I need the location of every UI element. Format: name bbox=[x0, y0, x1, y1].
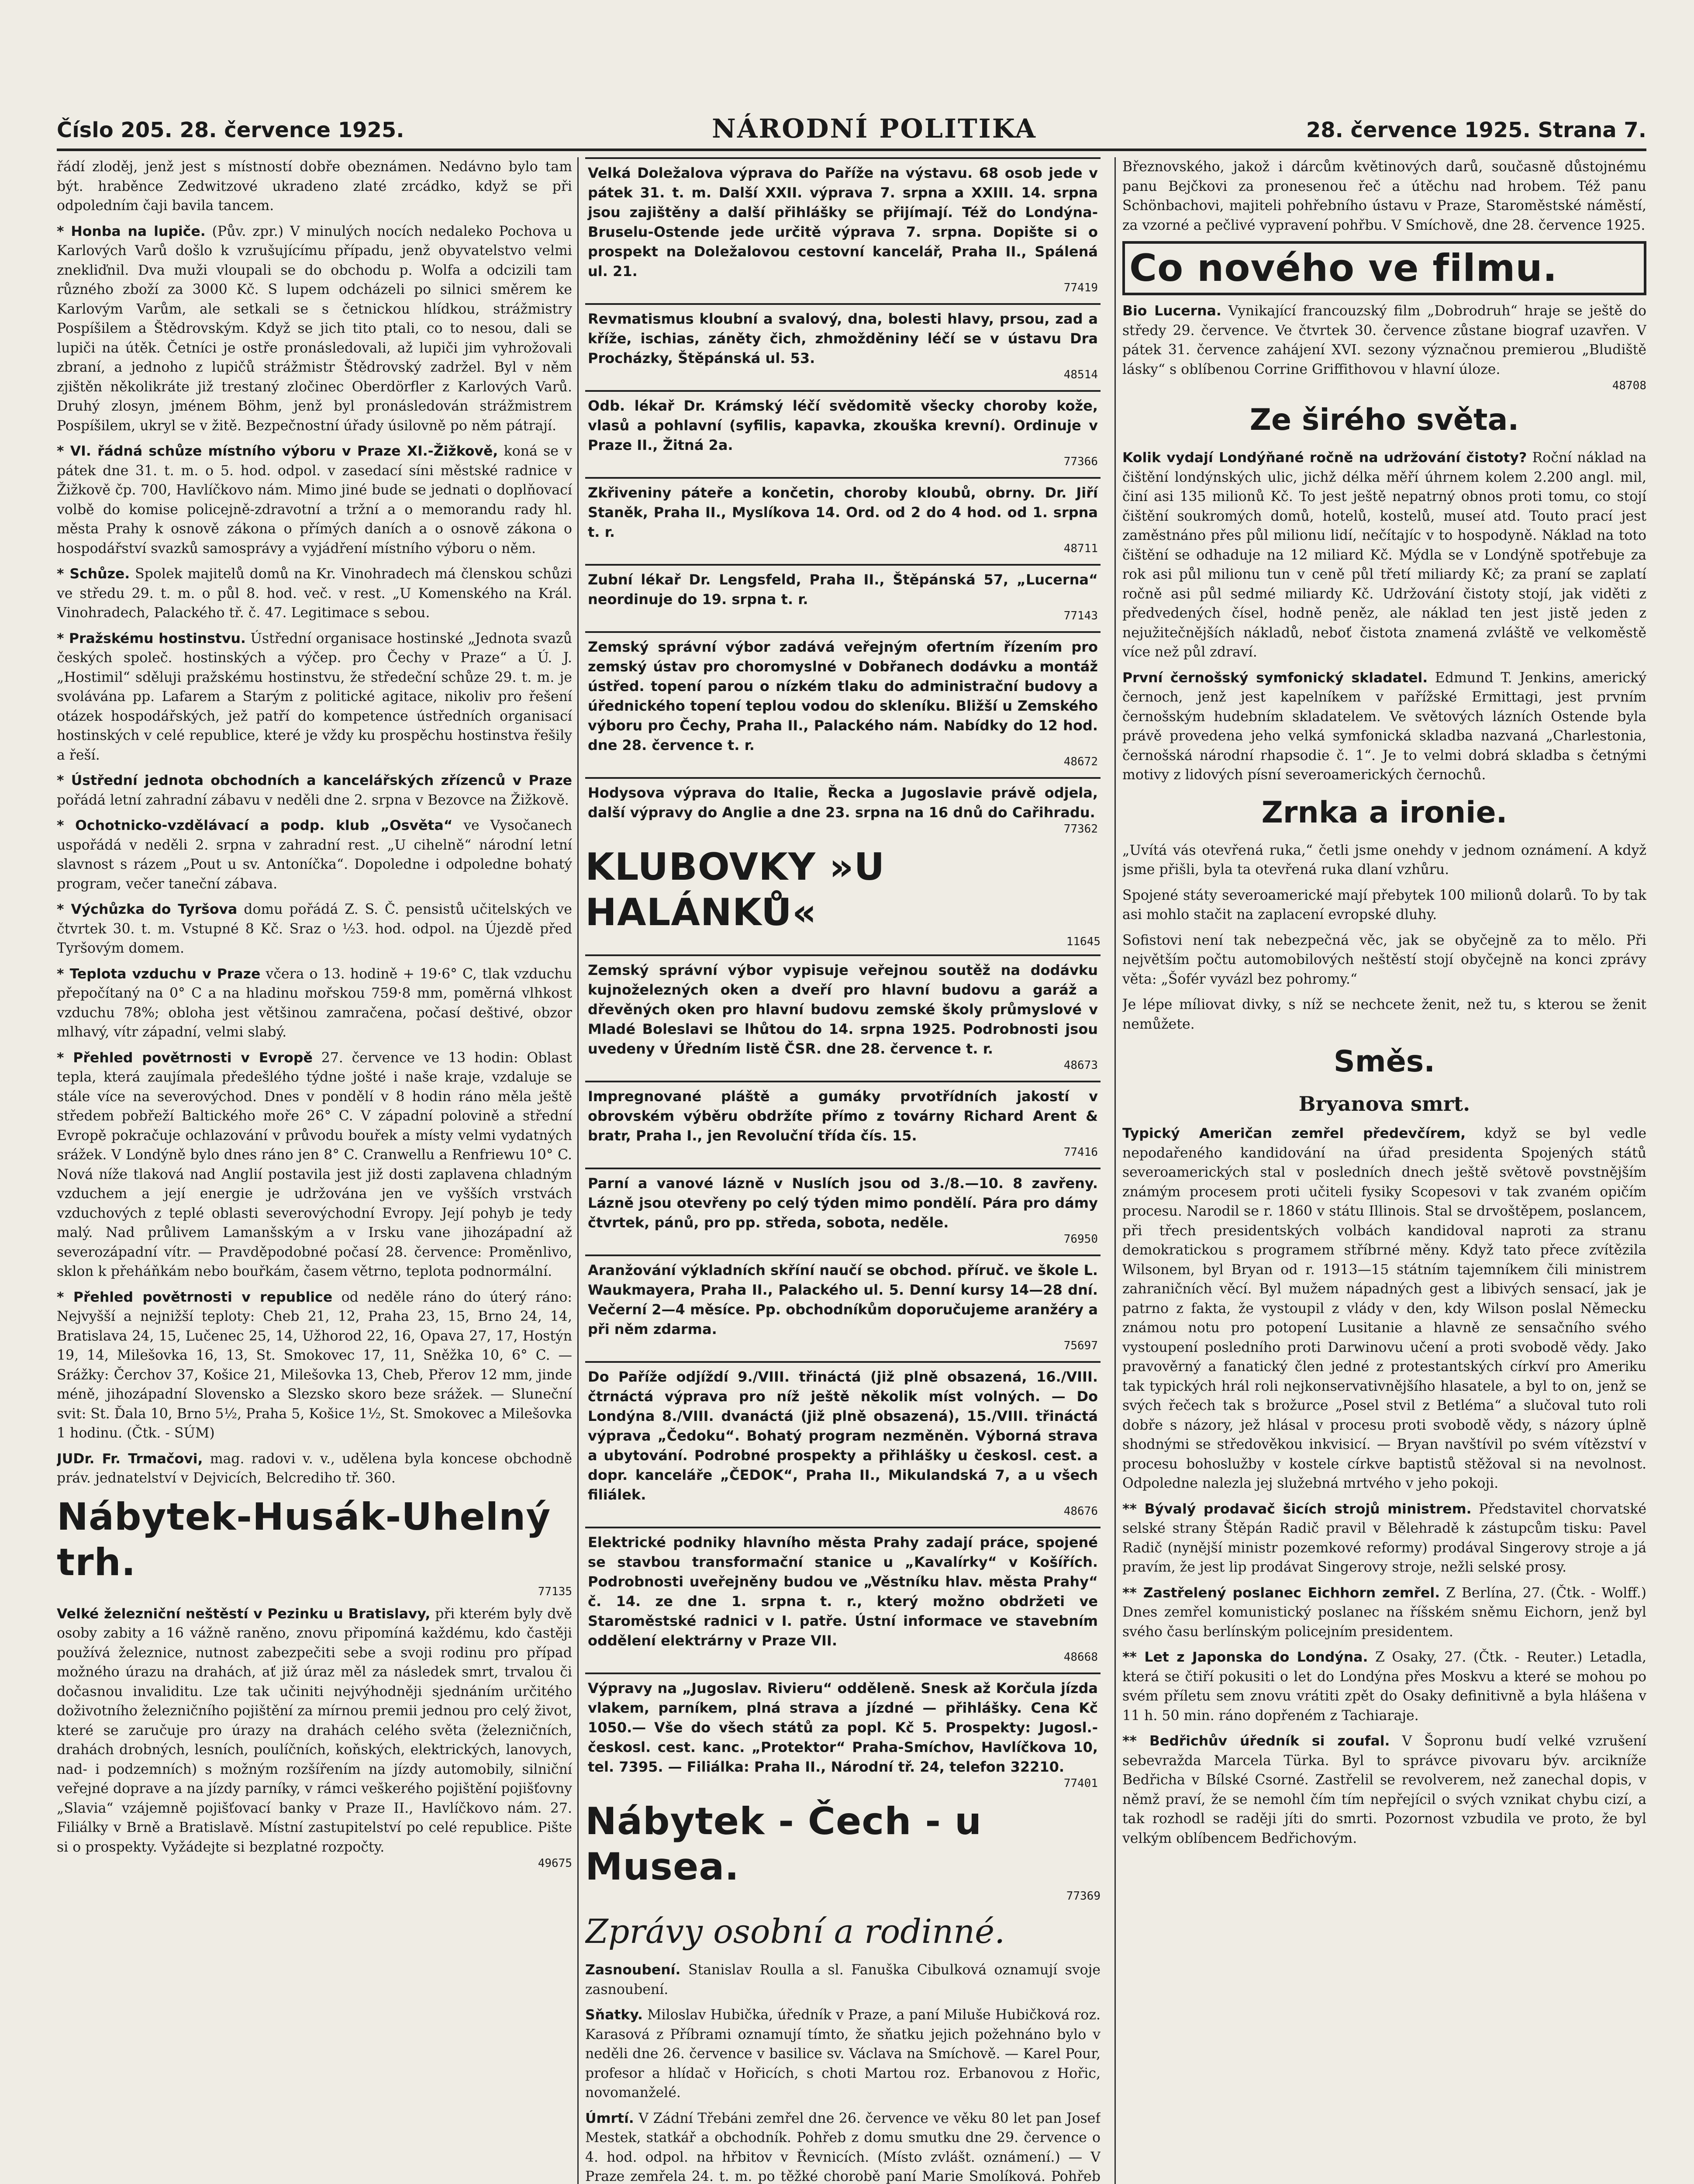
news-item bbox=[57, 1288, 572, 1443]
advertisement bbox=[585, 1527, 1101, 1666]
news-item bbox=[57, 964, 572, 1042]
news-item bbox=[585, 1960, 1101, 1999]
news-body: pořádá letní zahradní zábavu v neděli dne 2. srpna v Bezovce na Žižkově. bbox=[57, 792, 569, 808]
news-paragraph bbox=[1122, 157, 1646, 235]
news-paragraph bbox=[57, 964, 572, 1042]
news-headline: ** Bedřichův úředník si zoufal. bbox=[1122, 1733, 1390, 1749]
ad-number: 77419 bbox=[1063, 281, 1098, 294]
news-body: Spolek majitelů domů na Kr. Vinohradech má členskou schůzi ve středu 29. t. m. o půl 8. hod. več. v rest. „U Komenského na Král. Vinohradech, Palackého tř. č. 47. Legitimace s sebou. bbox=[57, 566, 572, 621]
news-paragraph bbox=[1122, 1648, 1646, 1725]
advertisement bbox=[585, 1081, 1101, 1161]
news-body: Ústřední organisace hostinské „Jednota svazů českých společ. hostinských a výčep. pro Čechy v Praze“ a Ú. J. „Hostimil“ sděluji pražskému hostinstvu, že středeční schůze 29. t. m. je svolávána pp. Lafarem a Starým z politické agitace, nikoliv pro řešení otázek hospodářských, jež patří do kompetence ústředních organisací hostinských v celé republice, které je vždy ku prospěchu hostinstva řešily a řeší. bbox=[57, 630, 572, 763]
news-headline: Sňatky. bbox=[585, 2007, 643, 2023]
news-body: při kterém byly dvě osoby zabity a 16 vážně raněno, znovu připomíná každému, kdo častěji používá železnice, nutnost zabezpečiti sebe a svoji rodinu pro případ možného úrazu na drahách, ať již úraz měl za následek smrt, trvalou či dočasnou invaliditu. Lze tak učiniti nejvýhodněji sjednáním určitého doživotního železničního pojištění za mírnou premii jednou pro celý život, které se zaručuje pro úrazy na drahách celého světa (železničních, drahách drobných, lesních, poulíčních, koňských, elektrických, lanovych, nad- i podzemních) s možným rozšířením na jízdy automobily, silniční veřejné doprave a na jízdy parníky, v rámci veškerého pojištění pojišťovny „Slavia“ vzájemně pojišťovací banky v Praze II., Havlíčkovo nám. 27. Filiálky v Brně a Bratislavě. Místní zastupitelství po celé republice. Pište si o prospekty. Vyžádejte si bezplatné rozpočty. bbox=[57, 1606, 572, 1855]
news-headline: * Přehled povětrnosti v republice bbox=[57, 1289, 333, 1305]
news-item bbox=[585, 2005, 1101, 2103]
news-body: Březnovského, jakož i dárcům květinových darů, současně důstojnému panu Bejčkovi za pronesenou řeč a útěchu nad hrobem. Též panu Schönbachovi, majiteli pohřebního ústavu v Praze, Staroměstské náměstí, za vzorné a pečlivé vypravení pohřbu. V Smíchově, dne 28. července 1925. bbox=[1122, 159, 1646, 233]
ad-number: 77366 bbox=[1063, 455, 1098, 468]
news-headline: * Schůze. bbox=[57, 566, 130, 582]
ad-number: 76950 bbox=[1063, 1233, 1098, 1246]
column-rule bbox=[577, 157, 579, 2184]
news-paragraph bbox=[57, 771, 572, 810]
ad-text: Elektrické podniky hlavního města Prahy zadají práce, spojené se stavbou transformační stanice u „Kavalírky“ v Košířích. Podrobnosti uveřejněny budou ve „Věstníku hlav. města Prahy“ č. 14. ze dne 1. srpna t. r., který možno obdržeti ve Staroměstské radnici v I. patře. Ústní informace ve stavebním oddělení elektrárny v Praze VII. bbox=[588, 1534, 1098, 1649]
news-paragraph bbox=[1122, 301, 1646, 379]
news-paragraph bbox=[57, 900, 572, 958]
news-headline: Zasnoubení. bbox=[585, 1962, 681, 1978]
news-body: domu pořádá Z. S. Č. pensistů učitelských ve čtvrtek 30. t. m. Vstupné 8 Kč. Sraz o ½3. hod. odpol. na Újezdě před Tyršovým domem. bbox=[57, 902, 572, 956]
heading-text: Nábytek-Husák-Uhelný trh. bbox=[57, 1495, 551, 1584]
ad-text: Do Paříže odjíždí 9./VIII. třináctá (již plně obsazená, 16./VIII. čtrnáctá výprava pro níž ještě několik míst volných. — Do Londýna 8./VIII. dvanáctá (již plně obsazená), 15./VIII. třináctá výprava „Čedoku“. Bohatý program nezměněn. Výborná strava a ubytování. Podrobné prospekty a přihlášky u českosl. cest. a dopr. kanceláře „ČEDOK“, Praha II., Mikulandská 7, a u všech filiálek. bbox=[588, 1368, 1098, 1503]
ad-text: Zemský správní výbor vypisuje veřejnou soutěž na dodávku kujnoželezných oken a dveří pro hlavní budovu a garáž a dřevěných oken pro hlavní budovu zemské školy průmyslové v Mladé Boleslavi se lhůtou do 14. srpna 1925. Podrobnosti jsou uvedeny v Úředním listě ČSR. dne 28. července t. r. bbox=[588, 962, 1098, 1057]
news-body: Roční náklad na čištění londýnských ulic, jichž délka měří úhrnem kolem 2.200 angl. mil, činí asi 135 milionů Kč. To jest ještě nepatrný obnos proti tomu, co stojí čištění soukromých domů, hotelů, kostelů, museí atd. Touto prací jest zaměstnáno přes půl milionu lidí, nečítajíc v to hospodyně. Náklad na toto čištění se odhaduje na 12 miliard Kč. Mýdla se v Londýně spotřebuje za rok asi půl milionu tun v ceně půl třetí miliardy Kč; za praní se zaplatí ročně asi půl sedmé miliardy Kč. Udržování čistoty stojí, jak viděti z předvedených čísel, hodně peněz, ale náklad ten jest jistě jeden z nejužitečnějších nákladů, neboť čistota znamená zvláště ve velkoměstě více než půl zdraví. bbox=[1122, 450, 1646, 660]
ad-number: 48708 bbox=[1612, 379, 1646, 392]
article-subtitle bbox=[1122, 1090, 1646, 1118]
section-heading bbox=[57, 1494, 572, 1598]
section-title-text: Zprávy osobní a rodinné. bbox=[585, 1912, 1005, 1951]
ad-text: Aranžování výkladních skříní naučí se obchod. příruč. ve škole L. Waukmayera, Praha II., Palackého ul. 5. Denní kursy 14—28 dní. Večerní 2—4 měsíce. Pp. obchodníkům doporučujeme aranžéry a při něm zdarma. bbox=[588, 1262, 1098, 1337]
news-paragraph bbox=[1122, 1583, 1646, 1642]
news-headline: JUDr. Fr. Trmačovi, bbox=[57, 1451, 203, 1467]
news-item bbox=[57, 222, 572, 436]
news-paragraph bbox=[1122, 841, 1646, 880]
news-headline: ** Let z Japonska do Londýna. bbox=[1122, 1649, 1368, 1665]
news-headline: Kolik vydají Londýňané ročně na udržování čistoty? bbox=[1122, 450, 1527, 466]
column-3 bbox=[1122, 157, 1646, 2184]
news-item bbox=[1122, 157, 1646, 235]
news-item bbox=[585, 2109, 1101, 2184]
news-paragraph bbox=[57, 157, 572, 216]
ad-number: 77369 bbox=[1066, 1890, 1101, 1903]
news-item bbox=[1122, 668, 1646, 785]
news-item bbox=[57, 564, 572, 623]
news-item bbox=[57, 157, 572, 216]
ad-text: Výpravy na „Jugoslav. Rivieru“ odděleně. Snesk až Korčula jízda vlakem, parníkem, plná strava a jízdné — přihlášky. Cena Kč 1050.— Vše do všech států za popl. Kč 5. Prospekty: Jugosl.-českosl. cest. kanc. „Protektor“ Praha-Smíchov, Havlíčkova 10, tel. 7395. — Filiálka: Praha II., Národní tř. 24, telefon 32210. bbox=[588, 1680, 1098, 1775]
news-body: Edmund T. Jenkins, americký černoch, jenž jest kapelníkem v pařížské Ermittagi, jest prvním černošským hudebním skladatelem. Ve světových lázních Ostende byla právě provedena jeho velká symfonická skladba nazvaná „Charlestonia, černošská národní rhapsodie č. 1“. Je to velmi dobrá skladba s četnými motivy z lidových písní severoamerických černochů. bbox=[1122, 670, 1646, 783]
news-paragraph bbox=[57, 629, 572, 765]
news-body: ve Vysočanech uspořádá v neděli 2. srpna v zahradní rest. „U cihelně“ národní letní slavnost s rázem „Pout u sv. Antoníčka“. Dopoledne i odpoledne bohatý program, večer taneční zábava. bbox=[57, 818, 572, 892]
news-headline: Úmrtí. bbox=[585, 2110, 634, 2126]
advertisement bbox=[585, 1168, 1101, 1248]
news-headline: ** Bývalý prodavač šicích strojů ministrem. bbox=[1122, 1501, 1472, 1517]
advertisement bbox=[585, 1254, 1101, 1355]
ad-number: 49675 bbox=[538, 1857, 572, 1870]
advertisement bbox=[585, 954, 1101, 1075]
news-body: V Zádní Třebáni zemřel dne 26. července ve věku 80 let pan Josef Mestek, statkář a obchodník. Pohřeb z domu smutku dne 29. července o 4. hod. odpol. na hřbitov v Řevnicích. (Místo zvlášt. oznámení.) — V Praze zemřela 24. t. m. po těžké chorobě paní Marie Smolíková. Pohřeb bbox=[585, 2110, 1101, 2184]
section-title bbox=[1122, 398, 1646, 442]
section-title-text: Ze širého světa. bbox=[1249, 403, 1519, 437]
advertisement bbox=[585, 303, 1101, 384]
news-body: mag. radovi v. v., udělena byla koncese obchodně práv. jednatelství v Dejvicích, Belcrediho tř. 360. bbox=[57, 1451, 572, 1486]
section-title-text: Směs. bbox=[1333, 1044, 1435, 1079]
news-item bbox=[57, 900, 572, 958]
news-paragraph bbox=[57, 1048, 572, 1282]
news-headline: * Honba na lupiče. bbox=[57, 223, 206, 239]
ad-number: 77135 bbox=[538, 1585, 572, 1598]
news-item bbox=[57, 442, 572, 558]
news-paragraph bbox=[1122, 1124, 1646, 1493]
news-item bbox=[57, 1048, 572, 1282]
news-item bbox=[1122, 1500, 1646, 1577]
news-headline: Bio Lucerna. bbox=[1122, 303, 1221, 319]
ad-text: Impregnované pláště a gumáky prvotřídních jakostí v obrovském výběru obdržíte přímo z továrny Richard Arent & bratr, Praha I., jen Revoluční třída čís. 15. bbox=[588, 1088, 1098, 1144]
advertisement bbox=[585, 564, 1101, 625]
section-title-text: Zrnka a ironie. bbox=[1261, 795, 1508, 830]
news-body: „Uvítá vás otevřená ruka,“ četli jsme onehdy v jednom oznámení. A když jsme přišli, byla ta otevřená ruka dlaní vzhůru. bbox=[1122, 842, 1646, 878]
news-paragraph bbox=[1122, 448, 1646, 662]
ad-number: 77416 bbox=[1063, 1146, 1098, 1159]
news-body: V Šopronu budí velké vzrušení sebevražda Marcela Türka. Byl to správce pivovaru býv. arcikníže Bedřicha v Bílské Csorné. Zastřelil se revolverem, než zanechal dopis, v němž praví, že se nemohl čím tím nepřejícil o svých vznikat chybu cizí, a tak rozhodl se raději jíti do smrti. Pozornost vzbudila ve proto, že byl velkým oblíbencem Bedřichovým. bbox=[1122, 1733, 1646, 1846]
ad-text: Zemský správní výbor zadává veřejným ofertním řízením pro zemský ústav pro choromyslné v Dobřanech dodávku a montáž ústřed. topení parou o nízkém tlaku do administrační budovy a úřednického topení teplou vodou do skleníku. Bližší u Zemského výboru pro Čechy, Praha II., Palackého nám. Nabídky do 12 hod. dne 28. července t. r. bbox=[588, 639, 1098, 753]
advertisement bbox=[585, 477, 1101, 558]
ad-text: Parní a vanové lázně v Nuslích jsou od 3./8.—10. 8 zavřeny. Lázně jsou otevřeny po celý týden mimo pondělí. Pára pro dámy čtvrtek, pánů, pro pp. středa, sobota, neděle. bbox=[588, 1175, 1098, 1231]
newspaper-title: NÁRODNÍ POLITIKA bbox=[712, 114, 1037, 144]
news-paragraph bbox=[585, 2109, 1101, 2184]
column-rule bbox=[1114, 157, 1116, 2184]
ad-number: 48672 bbox=[1063, 755, 1098, 768]
ad-text: Zubní lékař Dr. Lengsfeld, Praha II., Štěpánská 57, „Lucerna“ neordinuje do 19. srpna t. r. bbox=[588, 571, 1098, 608]
ad-text: Hodysova výprava do Italie, Řecka a Jugoslavie právě odjela, další výpravy do Anglie a dne 23. srpna na 16 dnů do Cařihradu. bbox=[588, 784, 1098, 821]
news-headline: * Teplota vzduchu v Praze bbox=[57, 966, 261, 982]
news-item bbox=[57, 816, 572, 894]
news-headline: * Ústřední jednota obchodních a kancelářských zřízenců v Praze bbox=[57, 773, 572, 788]
column-1 bbox=[57, 157, 572, 2184]
news-headline: * Pražskému hostinstvu. bbox=[57, 630, 246, 646]
news-body: koná se v pátek dne 31. t. m. o 5. hod. odpol. v zasedací síni městské radnice v Žižkově čp. 700, Havlíčkovo nám. Mimo jiné bude se jednati o doplňovací volbě do komise policejně-zdravotní a tržní a o memorandu rady hl. města Prahy k osnově zákona o přímých daních a o osnově zákona o hospodářství svazků samosprávy a vyjádření místního výboru o něm. bbox=[57, 443, 572, 556]
section-heading bbox=[585, 844, 1101, 948]
heading-text: Co nového ve filmu. bbox=[1129, 246, 1558, 290]
advertisement bbox=[585, 631, 1101, 771]
section-heading bbox=[1122, 241, 1646, 295]
news-item bbox=[57, 1604, 572, 1870]
news-body: 27. července ve 13 hodin: Oblast tepla, která zaujímala předešlého týdne jošté i naše kraje, vzdaluje se stále více na severovýchod. Dnes v pondělí v 8 hodin ráno měla ještě středem pobřeží Baltického moře 26° C. V západní polovině a střední Evropě pokračuje ochlazování v průvodu bouřek a místy velmi vydatných srážek. V Londýně bylo dnes ráno jen 8° C. Cranwellu a Renfriewu 10° C. Nová níže tlaková nad Anglií postavila jest již dosti zaplavena chladným vzduchem a její energie je udržována jen ve vyšších vrstvách vzduchových z teplé oblasti severovýchodní Evropy. Její pohyb je tedy malý. Nad průlivem Lamanšským a v Irsku vane jihozápadní až severozápadní vítr. — Pravděpodobné počasí 28. července: Proměnlivo, sklon k přeháňkám nebo bouřkám, časem větrno, teplota podnormální. bbox=[57, 1050, 572, 1279]
ad-number: 77362 bbox=[1063, 822, 1098, 836]
news-item bbox=[57, 1449, 572, 1488]
news-headline: * Výchůzka do Tyršova bbox=[57, 902, 238, 917]
news-item bbox=[1122, 301, 1646, 392]
section-title bbox=[1122, 1040, 1646, 1084]
ad-number: 48673 bbox=[1063, 1059, 1098, 1072]
news-paragraph bbox=[57, 1604, 572, 1857]
news-body: řádí zloděj, jenž jest s místností dobře obeznámen. Nedávno bylo tam být. hraběnce Zedwitzové ukradeno zlaté zrcádko, když se při odpoledním čaji bavila tancem. bbox=[57, 159, 572, 214]
news-paragraph bbox=[1122, 1731, 1646, 1848]
news-headline: * Přehled povětrnosti v Evropě bbox=[57, 1050, 313, 1066]
news-item bbox=[1122, 995, 1646, 1034]
news-headline: * Ochotnicko-vzdělávací a podp. klub „Osvěta“ bbox=[57, 818, 453, 833]
page-info: 28. července 1925. Strana 7. bbox=[1306, 118, 1646, 142]
news-item bbox=[1122, 1648, 1646, 1725]
news-paragraph bbox=[1122, 886, 1646, 925]
news-headline: ** Zastřelený poslanec Eichhorn zemřel. bbox=[1122, 1585, 1440, 1601]
ad-number: 11645 bbox=[1066, 935, 1101, 948]
news-paragraph bbox=[1122, 668, 1646, 785]
ad-number: 77401 bbox=[1063, 1777, 1098, 1790]
news-body: včera o 13. hodině + 19·6° C, tlak vzduchu přepočítaný na 0° C a na hladinu mořskou 759·8 mm, poměrná vlhkost vzduchu 78%; obloha jest většinou zamračena, počasí deštivé, obzor mlhavý, vítr západní, velmi slabý. bbox=[57, 966, 572, 1040]
section-title bbox=[1122, 791, 1646, 835]
news-paragraph bbox=[57, 442, 572, 558]
news-item bbox=[1122, 1731, 1646, 1848]
advertisement bbox=[585, 157, 1101, 297]
ad-number: 77143 bbox=[1063, 609, 1098, 622]
news-headline: Typický Američan zemřel předevčírem, bbox=[1122, 1126, 1466, 1141]
advertisement bbox=[585, 1361, 1101, 1521]
news-headline: Velké železniční neštěstí v Pezinku u Bratislavy, bbox=[57, 1606, 431, 1622]
news-paragraph bbox=[57, 816, 572, 894]
news-item bbox=[1122, 1583, 1646, 1642]
subtitle-text: Bryanova smrt. bbox=[1298, 1092, 1470, 1116]
section-title bbox=[585, 1909, 1101, 1954]
ad-number: 48711 bbox=[1063, 542, 1098, 555]
column-2 bbox=[585, 157, 1101, 2184]
news-item bbox=[57, 771, 572, 810]
news-body: od neděle ráno do úterý ráno: Nejvyšší a nejnižší teploty: Cheb 21, 12, Praha 23, 15, Brno 24, 14, Bratislava 24, 15, Lučenec 25, 14, Užhorod 22, 16, Opava 27, 17, Hostýn 19, 14, Milešovka 16, 13, St. Smokovec 17, 11, Sněžka 10, 6° C. — Srážky: Čerchov 37, Košice 21, Milešovka 13, Cheb, Přerov 12 mm, jinde méně, jihozápadní Slovensko a Slezsko skoro beze srážek. — Sluneční svit: St. Ďala 10, Brno 5½, Praha 5, Košice 1½, St. Smokovec a Milešovka 1 hodinu. (Čtk. - SÚM) bbox=[57, 1289, 572, 1441]
news-headline: * VI. řádná schůze místního výboru v Praze XI.-Žižkově, bbox=[57, 443, 498, 459]
news-body: Sofistovi není tak nebezpečná věc, jak se obyčejně za to mělo. Při největším počtu automobilových neštěstí stojí obyčejně na konci zprávy věta: „Šofér vyvázl bez pohromy.“ bbox=[1122, 932, 1646, 987]
news-body: Z Osaky, 27. (Čtk. - Reuter.) Letadla, která se čtiří pokusiti o let do Londýna přes Moskvu a které se mohou po svém příletu sem znovu vrátiti zpět do Osaky definitivně a byla hlášena v 11 h. 50 min. ráno dopřeném z Tachiaraje. bbox=[1122, 1649, 1646, 1724]
news-body: Stanislav Roulla a sl. Fanuška Cibulková oznamují svoje zasnoubení. bbox=[585, 1962, 1101, 1997]
news-body: Představitel chorvatské selské strany Štěpán Radič pravil v Bělehradě k zástupcům tisku: Pavel Radič (nynější ministr pozemkové reformy) prodával Singerovy stroje a já pravím, že jest lip prodávat Singerovy stroje, nežli selské prosy. bbox=[1122, 1501, 1646, 1575]
ad-text: Revmatismus kloubní a svalový, dna, bolesti hlavy, prsou, zad a kříže, ischias, záněty čich, zhmožděniny léčí se v ústavu Dra Procházky, Štěpánská ul. 53. bbox=[588, 311, 1098, 366]
news-body: když se byl vedle nepodařeného kandidování na úřad presidenta Spojených států severoamerických stal v posledních dnech ještě světově povstnějším známým procesem proti učiteli fysiky Scopesovi v tak zvaném opičím procesu. Narodil se r. 1860 v státu Illinois. Stal se drvoštěpem, poslancem, při třech presidentských volbách kandidoval naproti za stranu demokratickou s programem stříbrné měny. Když tato přece zvítězila Wilsonem, byl Bryan od r. 1913—15 státním tajemníkem čili ministrem zahraničních věcí. Byl mužem nápadných gest a libivých sensací, jak je patrno z fakta, že vystoupil z vlády v den, kdy Wilson poslal Německu známou notu pro potopení Lusitanie a hlavně ze sensačního svého vystoupení posledního proti Darwinovu učení a proti svobodě vědy. Jako pravověrný a fanatický člen jedné z protestantských církví pro Ameriku tak typických hrál roli nejkonservativnějšího hlasatele, a byl to on, jenž se svých řečech tak s brožurce „Posel stvil z Betléma“ a slučoval tuto roli dobře s názory, jež hlásal v procesu proti svobodě vědy, s názory úplně shodnými se středověkou inkvisicí. — Bryan navštívil po svém vítězství v procesu bohoslužby v kostele církve baptistů stěžoval si na nevolnost. Odpoledne nalezla jej služebná mrtvého v jeho pokoji. bbox=[1122, 1126, 1646, 1491]
ad-text: Zkřiveniny páteře a končetin, choroby kloubů, obrny. Dr. Jiří Staněk, Praha II., Myslíkova 14. Ord. od 2 do 4 hod. od 1. srpna t. r. bbox=[588, 484, 1098, 540]
news-body: Z Berlína, 27. (Čtk. - Wolff.) Dnes zemřel komunistický poslanec na říšském sněmu Eichorn, jenž byl svého času berlínským policejním presidentem. bbox=[1122, 1585, 1646, 1640]
issue-info: Číslo 205. 28. července 1925. bbox=[57, 118, 404, 142]
news-item bbox=[1122, 931, 1646, 989]
news-body: (Pův. zpr.) V minulých nocích nedaleko Pochova u Karlových Varů došlo k vzrušujícímu případu, jenž obyvatelstvo velmi znekliďnil. Dva muži vloupali se do obchodu p. Wolfa a odcizili tam různého zboží za 3000 Kč. S lupem odcházeli po silnici směrem ke Karlovým Varům, ale setkali se s četnickou hlídkou, strážmistry Pospíšilem a Štědrovským. Když se jich tito ptali, co to nesou, dali se lupiči na útěk. Četníci je ostře pronásledovali, až lupiči jim vyhrožovali zbraní, a jednoho z lupičů strážmistr Štědrovský zadržel. Byl v něm zjištěn několikráte již trestaný zločinec Oberdörfler z Karlových Varů. Druhý zlosyn, jménem Böhm, jenž byl pronásledován strážmistrem Pospíšilem, ukryl se v žitě. Bezpečnostní úřady úsilovně po něm pátrají. bbox=[57, 223, 572, 434]
news-paragraph bbox=[1122, 995, 1646, 1034]
advertisement bbox=[585, 390, 1101, 471]
news-paragraph bbox=[585, 2005, 1101, 2103]
news-body: Spojené státy severoamerické mají přebytek 100 milionů dolarů. To by tak asi mohlo stačit na zaplacení evropské dluhy. bbox=[1122, 887, 1646, 923]
news-paragraph bbox=[57, 1449, 572, 1488]
masthead bbox=[57, 109, 1646, 151]
news-body: Miloslav Hubička, úředník v Praze, a paní Miluše Hubičková roz. Karasová z Příbrami oznamují tímto, že sňatku jejich požehnáno bylo v neděli dne 26. července v basilice sv. Václava na Smíchově. — Karel Pour, profesor a hlídač v Hořicích, s choti Martou roz. Erbanovou z Hořic, novomanželé. bbox=[585, 2007, 1101, 2101]
news-item bbox=[1122, 1124, 1646, 1493]
advertisement bbox=[585, 777, 1101, 838]
advertisement bbox=[585, 1673, 1101, 1793]
ad-text: Velká Doležalova výprava do Paříže na výstavu. 68 osob jede v pátek 31. t. m. Další XXII. výprava 7. srpna a XXIII. 14. srpna jsou zajištěny a další přihlášky se přijímají. Též do Londýna-Bruselu-Ostende jede určitě výprava 7. srpna. Dopište si o prospekt na Doležalovou cestovní kancelář, Praha II., Spálená ul. 21. bbox=[588, 165, 1098, 280]
news-body: Je lépe míliovat divky, s níž se nechcete ženit, než tu, s kterou se ženit nemůžete. bbox=[1122, 997, 1646, 1032]
ad-text: Odb. lékař Dr. Krámský léčí svědomitě všecky choroby kože, vlasů a pohlavní (syfilis, kapavka, zkouška krevní). Ordinuje v Praze II., Žitná 2a. bbox=[588, 397, 1098, 453]
news-paragraph bbox=[1122, 931, 1646, 989]
heading-text: Nábytek - Čech - u Musea. bbox=[585, 1800, 982, 1889]
ad-number: 48668 bbox=[1063, 1651, 1098, 1664]
news-item bbox=[1122, 448, 1646, 662]
news-body: Vynikající francouzský film „Dobrodruh“ hraje se ještě do středy 29. července. Ve čtvrtek 30. července zůstane biograf uzavřen. V pátek 31. července zahájení XVI. sezony význačnou premierou „Bludiště lásky“ s oblíbenou Corrine Griffithovou v hlavní úloze. bbox=[1122, 303, 1646, 377]
news-paragraph bbox=[57, 564, 572, 623]
news-paragraph bbox=[57, 1288, 572, 1443]
news-paragraph bbox=[1122, 1500, 1646, 1577]
news-headline: První černošský symfonický skladatel. bbox=[1122, 670, 1428, 686]
news-item bbox=[1122, 841, 1646, 880]
section-heading bbox=[585, 1799, 1101, 1903]
ad-number: 48676 bbox=[1063, 1505, 1098, 1518]
news-paragraph bbox=[57, 222, 572, 436]
news-item bbox=[57, 629, 572, 765]
ad-number: 75697 bbox=[1063, 1339, 1098, 1352]
news-paragraph bbox=[585, 1960, 1101, 1999]
ad-number: 48514 bbox=[1063, 368, 1098, 381]
heading-text: KLUBOVKY »U HALÁNKŮ« bbox=[585, 845, 885, 934]
news-item bbox=[1122, 886, 1646, 925]
